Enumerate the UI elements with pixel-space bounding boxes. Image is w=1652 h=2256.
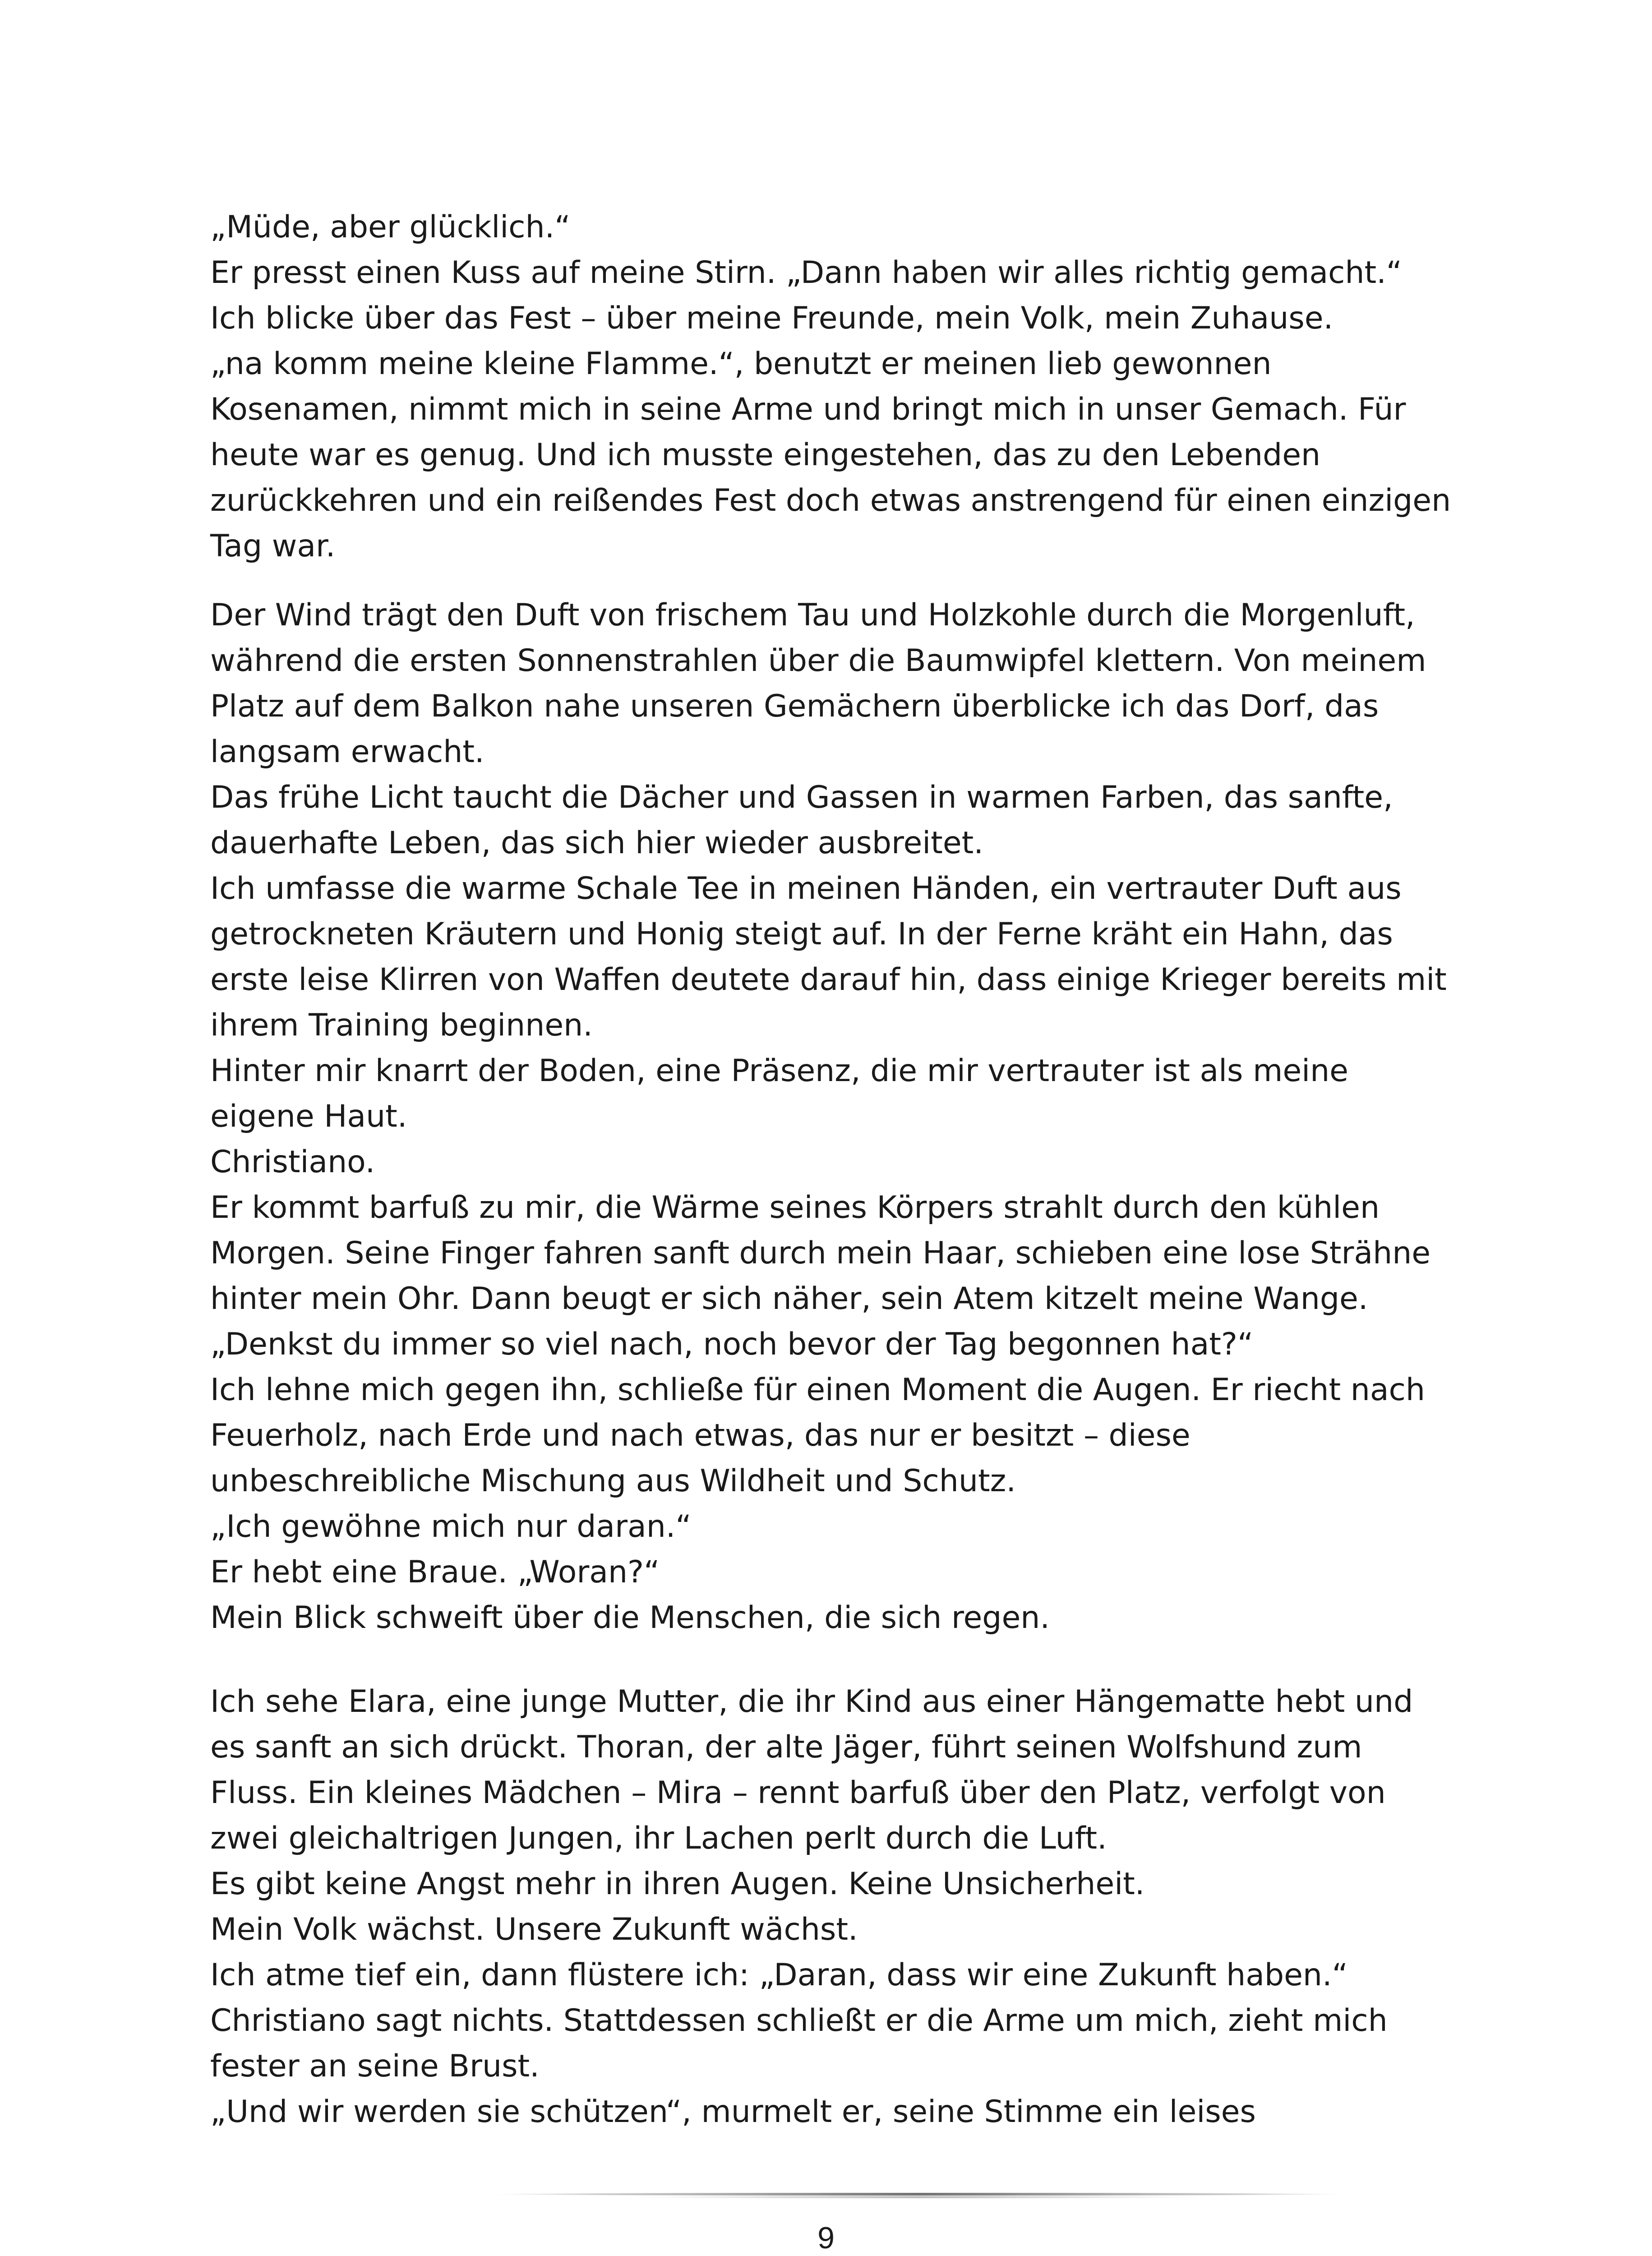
text-line: Kosenamen, nimmt mich in seine Arme und bringt mich in unser Gemach. Für [210, 392, 1406, 427]
text-line: ihrem Training beginnen. [210, 1008, 593, 1043]
text-line: Ich lehne mich gegen ihn, schließe für einen Moment die Augen. Er riecht nach [210, 1372, 1426, 1408]
text-line: Mein Volk wächst. Unsere Zukunft wächst. [210, 1912, 858, 1947]
text-line: Ich sehe Elara, eine junge Mutter, die ihr Kind aus einer Hängematte hebt und [210, 1684, 1413, 1720]
text-line: Platz auf dem Balkon nahe unseren Gemächern überblicke ich das Dorf, das [210, 689, 1379, 724]
text-line: heute war es genug. Und ich musste eingestehen, das zu den Lebenden [210, 437, 1321, 473]
text-line: während die ersten Sonnenstrahlen über die Baumwipfel klettern. Von meinem [210, 643, 1426, 679]
text-line: Es gibt keine Angst mehr in ihren Augen. Keine Unsicherheit. [210, 1866, 1145, 1902]
text-line: „na komm meine kleine Flamme.“, benutzt er meinen lieb gewonnen [210, 346, 1272, 382]
text-line: Das frühe Licht taucht die Dächer und Gassen in warmen Farben, das sanfte, [210, 780, 1393, 815]
paragraph-3 [210, 1679, 1473, 2135]
text-line: es sanft an sich drückt. Thoran, der alte Jäger, führt seinen Wolfshund zum [210, 1729, 1362, 1765]
text-line: Morgen. Seine Finger fahren sanft durch mein Haar, schieben eine lose Strähne [210, 1235, 1431, 1271]
text-line: zurückkehren und ein reißendes Fest doch etwas anstrengend für einen einzigen [210, 483, 1451, 518]
text-line: eigene Haut. [210, 1099, 407, 1134]
footer-divider-line [492, 2193, 1344, 2196]
text-line: Der Wind trägt den Duft von frischem Tau und Holzkohle durch die Morgenluft, [210, 597, 1415, 633]
text-line: fester an seine Brust. [210, 2048, 540, 2084]
text-line: Christiano. [210, 1144, 375, 1180]
paragraph-2 [210, 592, 1473, 1641]
footer-divider-shadow [627, 2196, 1209, 2198]
text-line: Hinter mir knarrt der Boden, eine Präsenz, die mir vertrauter ist als meine [210, 1053, 1349, 1089]
text-line: Ich blicke über das Fest – über meine Freunde, mein Volk, mein Zuhause. [210, 300, 1334, 336]
text-line: zwei gleichaltrigen Jungen, ihr Lachen perlt durch die Luft. [210, 1821, 1107, 1856]
text-line: Feuerholz, nach Erde und nach etwas, das nur er besitzt – diese [210, 1418, 1191, 1453]
page-number: 9 [817, 2221, 835, 2255]
text-line: „Ich gewöhne mich nur daran.“ [210, 1509, 692, 1544]
text-line: langsam erwacht. [210, 734, 485, 770]
text-line: Er kommt barfuß zu mir, die Wärme seines Körpers strahlt durch den kühlen [210, 1190, 1380, 1225]
paragraph-1 [210, 204, 1473, 569]
text-line: Er presst einen Kuss auf meine Stirn. „Dann haben wir alles richtig gemacht.“ [210, 255, 1403, 291]
text-line: erste leise Klirren von Waffen deutete darauf hin, dass einige Krieger bereits mit [210, 962, 1447, 998]
text-line: „Und wir werden sie schützen“, murmelt er, seine Stimme ein leises [210, 2094, 1256, 2130]
text-line: hinter mein Ohr. Dann beugt er sich näher, sein Atem kitzelt meine Wange. [210, 1281, 1368, 1317]
text-line: Ich atme tief ein, dann flüstere ich: „Daran, dass wir eine Zukunft haben.“ [210, 1957, 1348, 1993]
text-line: Mein Blick schweift über die Menschen, die sich regen. [210, 1600, 1050, 1636]
text-line: Tag war. [210, 528, 336, 564]
text-line: „Müde, aber glücklich.“ [210, 209, 571, 245]
text-line: Fluss. Ein kleines Mädchen – Mira – rennt barfuß über den Platz, verfolgt von [210, 1775, 1386, 1811]
text-line: Christiano sagt nichts. Stattdessen schließt er die Arme um mich, zieht mich [210, 2003, 1388, 2039]
footer-divider [492, 2192, 1344, 2199]
text-line: „Denkst du immer so viel nach, noch bevor der Tag begonnen hat?“ [210, 1327, 1254, 1362]
text-line: Er hebt eine Braue. „Woran?“ [210, 1554, 660, 1590]
text-line: unbeschreibliche Mischung aus Wildheit und Schutz. [210, 1463, 1016, 1499]
text-line: getrockneten Kräutern und Honig steigt auf. In der Ferne kräht ein Hahn, das [210, 916, 1393, 952]
text-line: dauerhafte Leben, das sich hier wieder ausbreitet. [210, 825, 983, 861]
text-line: Ich umfasse die warme Schale Tee in meinen Händen, ein vertrauter Duft aus [210, 871, 1402, 906]
